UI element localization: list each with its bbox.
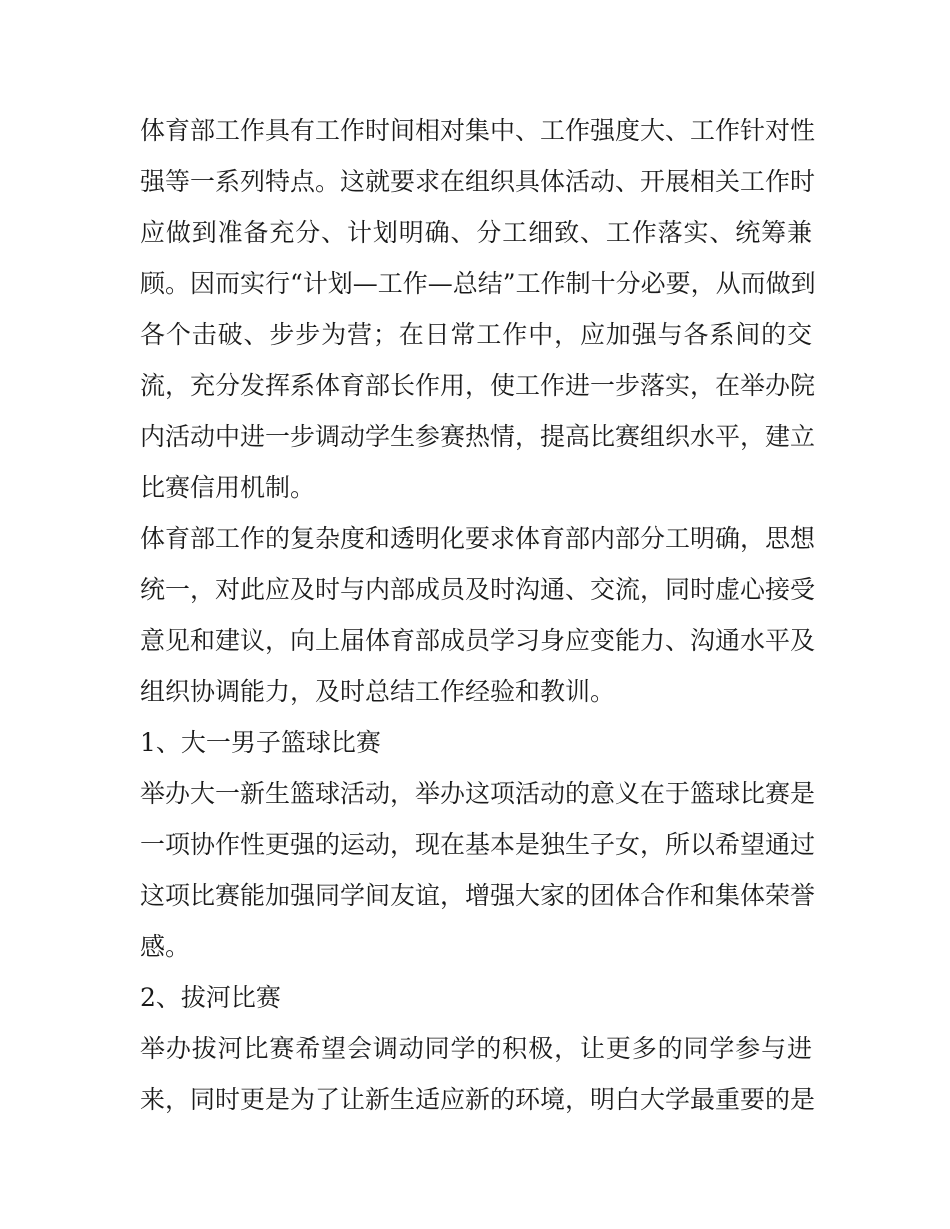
- text-line: 统一，对此应及时与内部成员及时沟通、交流，同时虚心接受: [140, 575, 816, 604]
- text-line: 体育部工作的复杂度和透明化要求体育部内部分工明确，思想: [140, 524, 816, 553]
- text-line: 意见和建议，向上届体育部成员学习身应变能力、沟通水平及: [140, 626, 816, 655]
- section-heading-basketball: [140, 717, 812, 768]
- text-line: 这项比赛能加强同学间友谊，增强大家的团体合作和集体荣誉: [140, 881, 816, 910]
- section-heading-tug-of-war: [140, 972, 812, 1023]
- text-line: 一项协作性更强的运动，现在基本是独生子女，所以希望通过: [140, 830, 816, 859]
- paragraph-internal-division: [140, 513, 816, 717]
- text-line: 内活动中进一步调动学生参赛热情，提高比赛组织水平，建立: [140, 422, 816, 451]
- paragraph-basketball: [140, 768, 816, 972]
- text-line: 举办大一新生篮球活动，举办这项活动的意义在于篮球比赛是: [140, 779, 816, 808]
- text-line: 来，同时更是为了让新生适应新的环境，明白大学最重要的是: [140, 1085, 816, 1114]
- text-line: 应做到准备充分、计划明确、分工细致、工作落实、统筹兼: [140, 218, 812, 247]
- heading-text: 1、大一男子篮球比赛: [140, 728, 381, 757]
- text-line: 体育部工作具有工作时间相对集中、工作强度大、工作针对性: [140, 116, 816, 145]
- heading-text: 2、拔河比赛: [140, 983, 281, 1012]
- text-line: 比赛信用机制。: [140, 473, 316, 502]
- text-line: 组织协调能力，及时总结工作经验和教训。: [140, 677, 616, 706]
- text-line: 各个击破、步步为营；在日常工作中，应加强与各系间的交: [140, 320, 812, 349]
- text-line: 流，充分发挥系体育部长作用，使工作进一步落实，在举办院: [140, 371, 816, 400]
- text-line: 举办拔河比赛希望会调动同学的积极，让更多的同学参与进: [140, 1034, 812, 1063]
- document-body: [140, 105, 816, 1125]
- text-line: 感。: [140, 932, 191, 961]
- paragraph-tug-of-war: [140, 1023, 816, 1125]
- text-line: 强等一系列特点。这就要求在组织具体活动、开展相关工作时: [140, 167, 816, 196]
- text-line: 顾。因而实行“计划—工作—总结”工作制十分必要，从而做到: [140, 269, 816, 298]
- paragraph-overview: [140, 105, 816, 513]
